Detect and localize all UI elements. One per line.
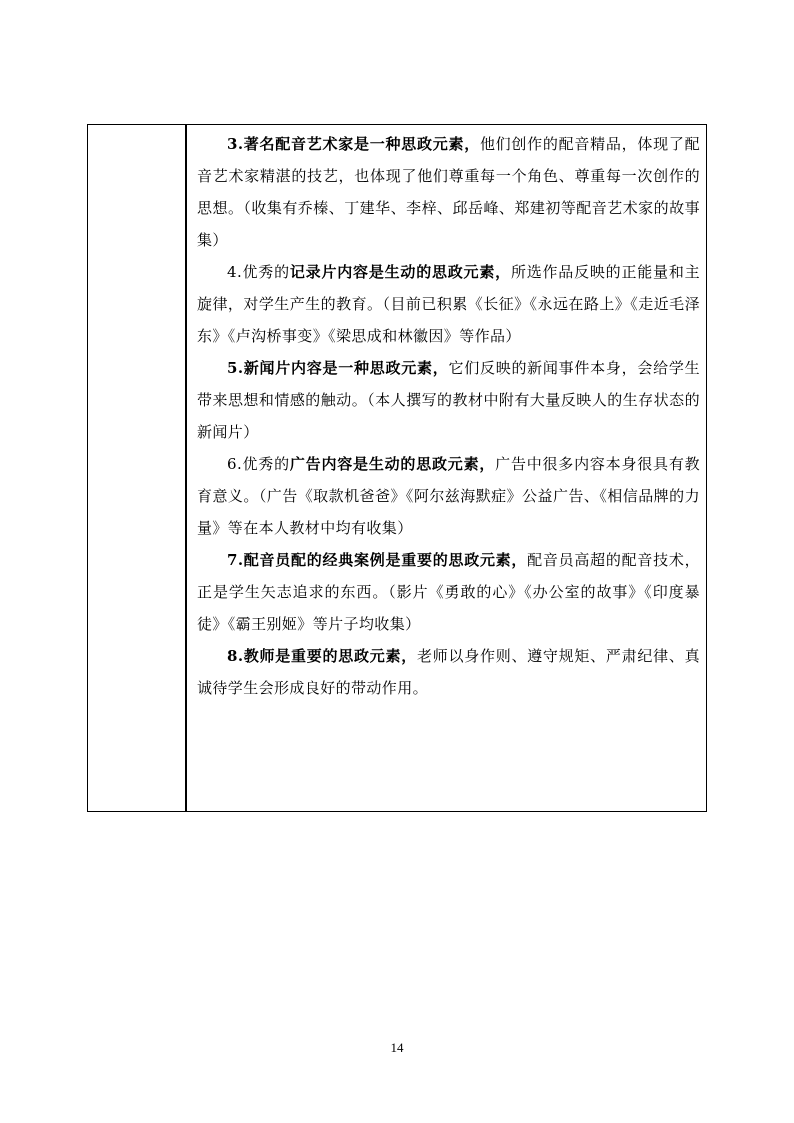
content-table (87, 124, 707, 812)
paragraph-4 (197, 256, 700, 352)
paragraph-body: 广告中很多内容本身很具有教育意义。（广告《取款机爸爸》《阿尔兹海默症》公益广告、《相信品牌的力量》等在本人教材中均有收集） (197, 455, 701, 537)
paragraph-bold-heading: 配音员配的经典案例是重要的思政元素， (243, 551, 528, 569)
paragraph-prefix: 优秀的 (242, 263, 290, 281)
paragraph-number: 4. (227, 263, 243, 281)
paragraph-number: 5. (227, 359, 244, 377)
paragraph-body: 所选作品反映的正能量和主旋律，对学生产生的教育。（目前已积累《长征》《永远在路上》《走近毛泽东》《卢沟桥事变》《梁思成和林徽因》等作品） (197, 263, 701, 345)
paragraph-bold-heading: 教师是重要的思政元素， (243, 647, 417, 665)
paragraph-body: 它们反映的新闻事件本身，会给学生带来思想和情感的触动。（本人撰写的教材中附有大量反映人的生存状态的新闻片） (197, 359, 701, 441)
paragraph-6 (197, 448, 700, 544)
table-right-cell (187, 125, 706, 811)
paragraph-number: 3. (227, 135, 244, 153)
paragraph-bold-heading: 新闻片内容是一种思政元素， (243, 359, 449, 377)
paragraph-7 (197, 544, 700, 640)
paragraph-number: 8. (227, 647, 244, 665)
paragraph-body: 他们创作的配音精品，体现了配音艺术家精湛的技艺，也体现了他们尊重每一个角色、尊重每一次创作的思想。（收集有乔榛、丁建华、李梓、邱岳峰、郑建初等配音艺术家的故事集） (197, 135, 700, 249)
paragraph-bold-heading: 著名配音艺术家是一种思政元素， (243, 135, 480, 153)
paragraph-number: 7. (227, 551, 244, 569)
table-left-cell (88, 125, 187, 811)
paragraph-bold-heading: 广告内容是生动的思政元素， (289, 455, 496, 473)
paragraph-bold-heading: 记录片内容是生动的思政元素， (289, 263, 511, 281)
paragraph-8 (197, 640, 700, 704)
page-number: 14 (390, 1040, 404, 1055)
paragraph-number: 6. (227, 455, 243, 473)
paragraph-5 (197, 352, 700, 448)
paragraph-3 (197, 128, 700, 256)
paragraph-body: 配音员高超的配音技术，正是学生矢志追求的东西。（影片《勇敢的心》《办公室的故事》《印度暴徒》《霸王别姬》等片子均收集） (197, 551, 700, 633)
paragraph-prefix: 优秀的 (242, 455, 290, 473)
paragraph-body: 老师以身作则、遵守规矩、严肃纪律、真诚待学生会形成良好的带动作用。 (197, 647, 701, 697)
